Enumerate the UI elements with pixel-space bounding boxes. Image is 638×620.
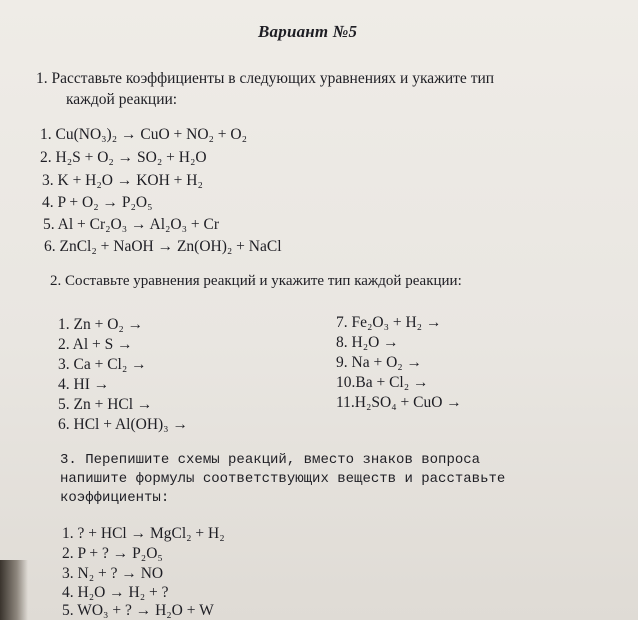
task2-left-3: 3. Ca + Cl₂ → [58, 356, 147, 373]
task2-heading: 2. Составьте уравнения реакций и укажите тип каждой реакции: [50, 273, 462, 289]
task3-equation-3: 3. N₂ + ? → NO [62, 565, 164, 582]
task2-right-8: 8. H₂O → [336, 334, 399, 351]
task1-heading-line1: 1. Расставьте коэффициенты в следующих уравнениях и укажите тип [36, 70, 495, 87]
task3-equation-1: 1. ? + HCl → MgCl₂ + H₂ [62, 525, 225, 542]
task1-heading-line2: каждой реакции: [66, 91, 178, 108]
task2-left-4: 4. HI → [58, 376, 110, 393]
task1-equation-1: 1. Cu(NO₃)₂ → CuO + NO₂ + O₂ [40, 126, 248, 143]
task2-left-1: 1. Zn + O₂ → [58, 316, 144, 333]
task1-equation-6: 6. ZnCl₂ + NaOH → Zn(OH)₂ + NaCl [44, 238, 282, 255]
task2-right-10: 10.Ba + Cl₂ → [336, 374, 429, 391]
task2-right-11: 11.H₂SO₄ + CuO → [336, 394, 462, 411]
task3-heading-line3: коэффициенты: [60, 490, 170, 506]
task3-heading-line2: напишите формулы соответствующих веществ и расставьте [60, 471, 506, 487]
task2-right-9: 9. Na + O₂ → [336, 354, 423, 371]
page-title: Вариант №5 [258, 22, 358, 41]
task2-left-2: 2. Al + S → [58, 336, 133, 353]
task1-equation-5: 5. Al + Cr₂O₃ → Al₂O₃ + Cr [43, 216, 220, 233]
task1-equation-2: 2. H₂S + O₂ → SO₂ + H₂O [40, 149, 207, 166]
task3-equation-2: 2. P + ? → P₂O₅ [62, 545, 163, 562]
task2-left-5: 5. Zn + HCl → [58, 396, 153, 413]
page-edge-shadow [0, 560, 28, 620]
task3-equation-5: 5. WO₃ + ? → H₂O + W [62, 602, 214, 619]
task1-equation-4: 4. P + O₂ → P₂O₅ [42, 194, 153, 211]
task2-left-6: 6. HCl + Al(OH)₃ → [58, 416, 188, 433]
task3-heading-line1: 3. Перепишите схемы реакций, вместо знаков вопроса [60, 452, 481, 468]
task3-equation-4: 4. H₂O → H₂ + ? [62, 584, 169, 601]
task1-equation-3: 3. K + H₂O → KOH + H₂ [42, 172, 203, 189]
task2-right-7: 7. Fe₂O₃ + H₂ → [336, 314, 442, 331]
